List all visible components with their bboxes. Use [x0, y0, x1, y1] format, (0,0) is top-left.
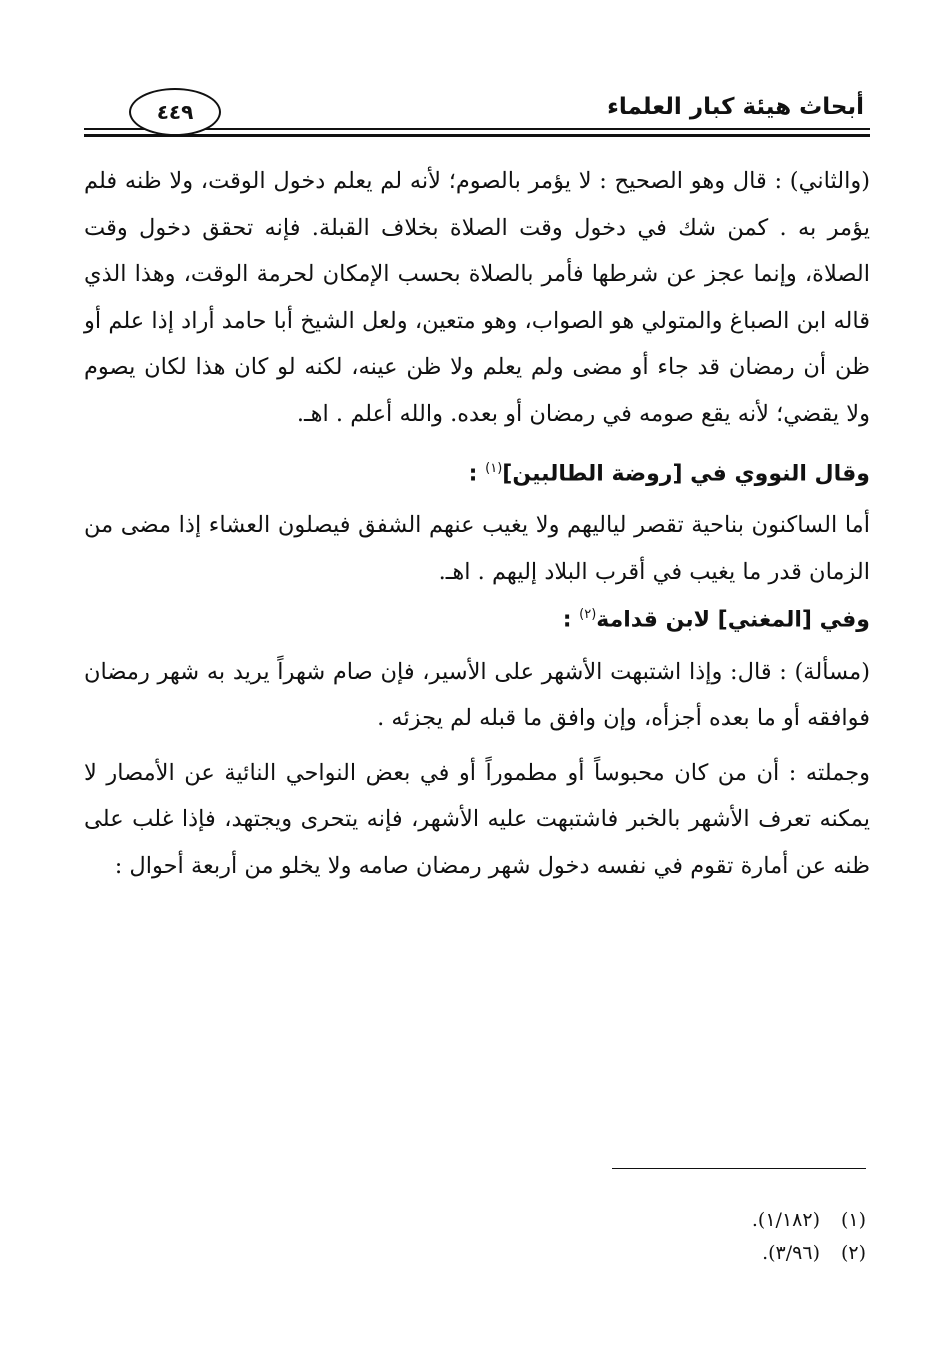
- footnote-1: [466, 1204, 866, 1237]
- paragraph-2: أما الساكنون بناحية تقصر لياليهم ولا يغيب عنهم الشفق فيصلون العشاء إذا مضى من الزمان قدر ما يغيب في أقرب البلاد إليهم . اهـ.: [84, 512, 870, 585]
- page-header: [84, 84, 870, 146]
- heading-2-colon: :: [562, 607, 580, 633]
- footnote-2-text: (٣/٩٦).: [762, 1242, 820, 1264]
- footnote-2: [466, 1237, 866, 1270]
- page-body: [84, 158, 870, 889]
- footnote-1-text: (١/١٨٢).: [751, 1209, 820, 1231]
- paragraph-1: (والثاني) : قال وهو الصحيح : لا يؤمر بالصوم؛ لأنه لم يعلم دخول الوقت، ولا ظنه فلم يؤمر به . كمن شك في دخول وقت الصلاة بخلاف القبلة. فإنه تحقق دخول وقت الصلاة، وإنما عجز عن شرطها فأمر بالصلاة بحسب الإمكان لحرمة الوقت، وهذا الذي قاله ابن الصباغ والمتولي هو الصواب، وهو متعين، ولعل الشيخ أبا حامد أراد إذا علم أو ظن أن رمضان قد جاء أو مضى ولم يعلم ولا ظن عينه، لكنه لو كان هذا لكان يصوم ولا يقضي؛ لأنه يقع صومه في رمضان أو بعده. والله أعلم . اهـ.: [84, 168, 870, 427]
- footnote-ref-2[interactable]: (٢): [579, 607, 597, 623]
- heading-1-text: وقال النووي في [روضة الطالبين]: [502, 461, 870, 487]
- footnote-rule: [612, 1168, 866, 1169]
- paragraph-4: وجملته : أن من كان محبوساً أو مطموراً أو في بعض النواحي النائية عن الأمصار لا يمكنه تعرف الأشهر بالخبر فاشتبهت عليه الأشهر، فإنه يتحرى ويجتهد، فإذا غلب على ظنه عن أمارة تقوم في نفسه دخول شهر رمضان صامه ولا يخلو من أربعة أحوال :: [84, 759, 870, 879]
- heading-1-colon: :: [468, 461, 486, 487]
- running-title: أبحاث هيئة كبار العلماء: [607, 94, 864, 120]
- paragraph-3: (مسألة) : قال: وإذا اشتبهت الأشهر على الأسير، فإن صام شهراً يريد به شهر رمضان فوافقه أو ما بعده أجزأه، وإن وافق ما قبله لم يجزئه .: [84, 658, 870, 732]
- footnote-1-number: (١): [840, 1209, 866, 1231]
- footnotes: [466, 1204, 866, 1270]
- heading-rawdat-altalibin: [84, 449, 870, 494]
- heading-2-text: وفي [المغني] لابن قدامة: [596, 607, 870, 633]
- page-number: ٤٤٩: [129, 88, 221, 136]
- footnote-2-number: (٢): [840, 1242, 866, 1264]
- footnote-ref-1[interactable]: (١): [485, 461, 503, 476]
- heading-al-mughni: [84, 595, 870, 640]
